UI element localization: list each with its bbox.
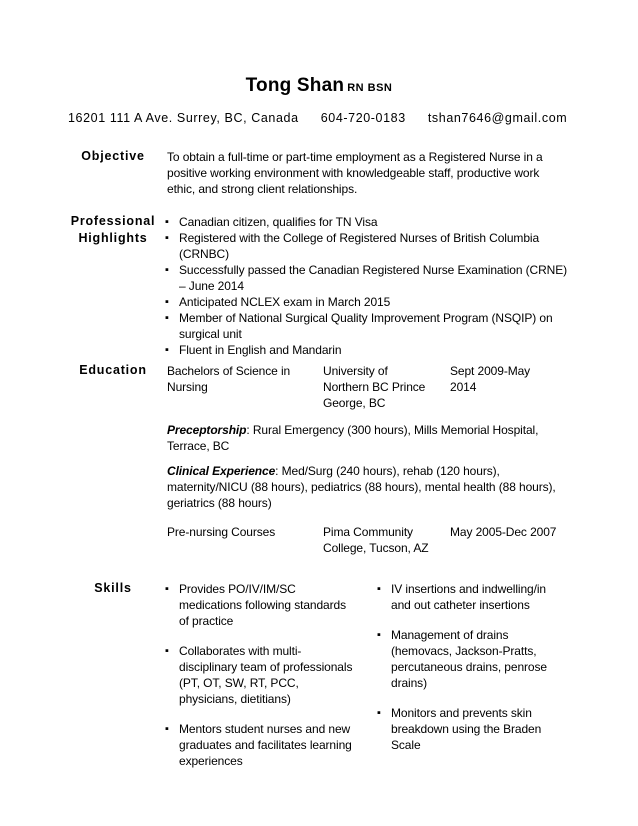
highlights-list: [165, 214, 570, 358]
contact-line: [68, 111, 568, 125]
prenursing-dates: May 2005-Dec 2007: [450, 525, 557, 539]
highlights-label-line2: Highlights: [78, 231, 148, 245]
section-label-highlights: [60, 213, 166, 247]
objective-text: To obtain a full-time or part-time employment as a Registered Nurse in a positive working environment with knowledgeable staff, productive work ethic, and strong client relationships.: [167, 150, 543, 196]
preceptorship-text: : Rural Emergency (300 hours), Mills Memorial Hospital, Terrace, BC: [167, 423, 539, 453]
education-dates: Sept 2009-May 2014: [450, 364, 531, 394]
contact-phone: 604-720-0183: [320, 111, 406, 125]
highlight-item: ▪ Canadian citizen, qualifies for TN Visa: [165, 214, 570, 230]
applicant-name: Tong Shan: [245, 75, 345, 96]
skill-item: ▪ Mentors student nurses and new graduates and facilitates learning experiences: [165, 721, 355, 769]
clinical-experience-block: [167, 463, 557, 511]
clinical-experience-label: Clinical Experience: [167, 464, 276, 478]
highlight-item: ▪ Successfully passed the Canadian Registered Nurse Examination (CRNE) – June 2014: [165, 262, 570, 294]
skill-item: ▪ Provides PO/IV/IM/SC medications following standards of practice: [165, 581, 355, 629]
education-school: University of Northern BC Prince George, BC: [323, 364, 426, 410]
highlight-item: ▪ Registered with the College of Registered Nurses of British Columbia (CRNBC): [165, 230, 570, 262]
prenursing-school: Pima Community College, Tucson, AZ: [323, 525, 429, 555]
section-label-skills: Skills: [94, 581, 132, 595]
education-degree: Bachelors of Science in Nursing: [167, 364, 291, 394]
section-label-objective: Objective: [81, 149, 145, 163]
contact-email: tshan7646@gmail.com: [427, 111, 568, 125]
skills-list-right: [377, 581, 557, 753]
prenursing-course: Pre-nursing Courses: [167, 525, 276, 539]
skill-item: ▪ Monitors and prevents skin breakdown using the Braden Scale: [377, 705, 557, 753]
skills-list-left: [165, 581, 355, 769]
skill-item: ▪ IV insertions and indwelling/in and out catheter insertions: [377, 581, 557, 613]
highlight-item: ▪ Member of National Surgical Quality Improvement Program (NSQIP) on surgical unit: [165, 310, 570, 342]
resume-name-header: [0, 75, 638, 97]
highlights-label-line1: Professional: [70, 214, 156, 228]
highlight-item: ▪ Anticipated NCLEX exam in March 2015: [165, 294, 570, 310]
preceptorship-block: [167, 422, 562, 454]
section-label-education: Education: [79, 363, 147, 377]
contact-address: 16201 111 A Ave. Surrey, BC, Canada: [68, 111, 299, 125]
skill-item: ▪ Collaborates with multi-disciplinary team of professionals (PT, OT, SW, RT, PCC, physicians, dietitians): [165, 643, 355, 707]
preceptorship-label: Preceptorship: [167, 423, 247, 437]
highlight-item: ▪ Fluent in English and Mandarin: [165, 342, 570, 358]
clinical-experience-text: : Med/Surg (240 hours), rehab (120 hours), maternity/NICU (88 hours), pediatrics (88 hours), mental health (88 hours), geriatrics (88 hours): [167, 464, 556, 510]
applicant-credentials: RN BSN: [347, 82, 393, 94]
skill-item: ▪ Management of drains (hemovacs, Jackson-Pratts, percutaneous drains, penrose drains): [377, 627, 557, 691]
